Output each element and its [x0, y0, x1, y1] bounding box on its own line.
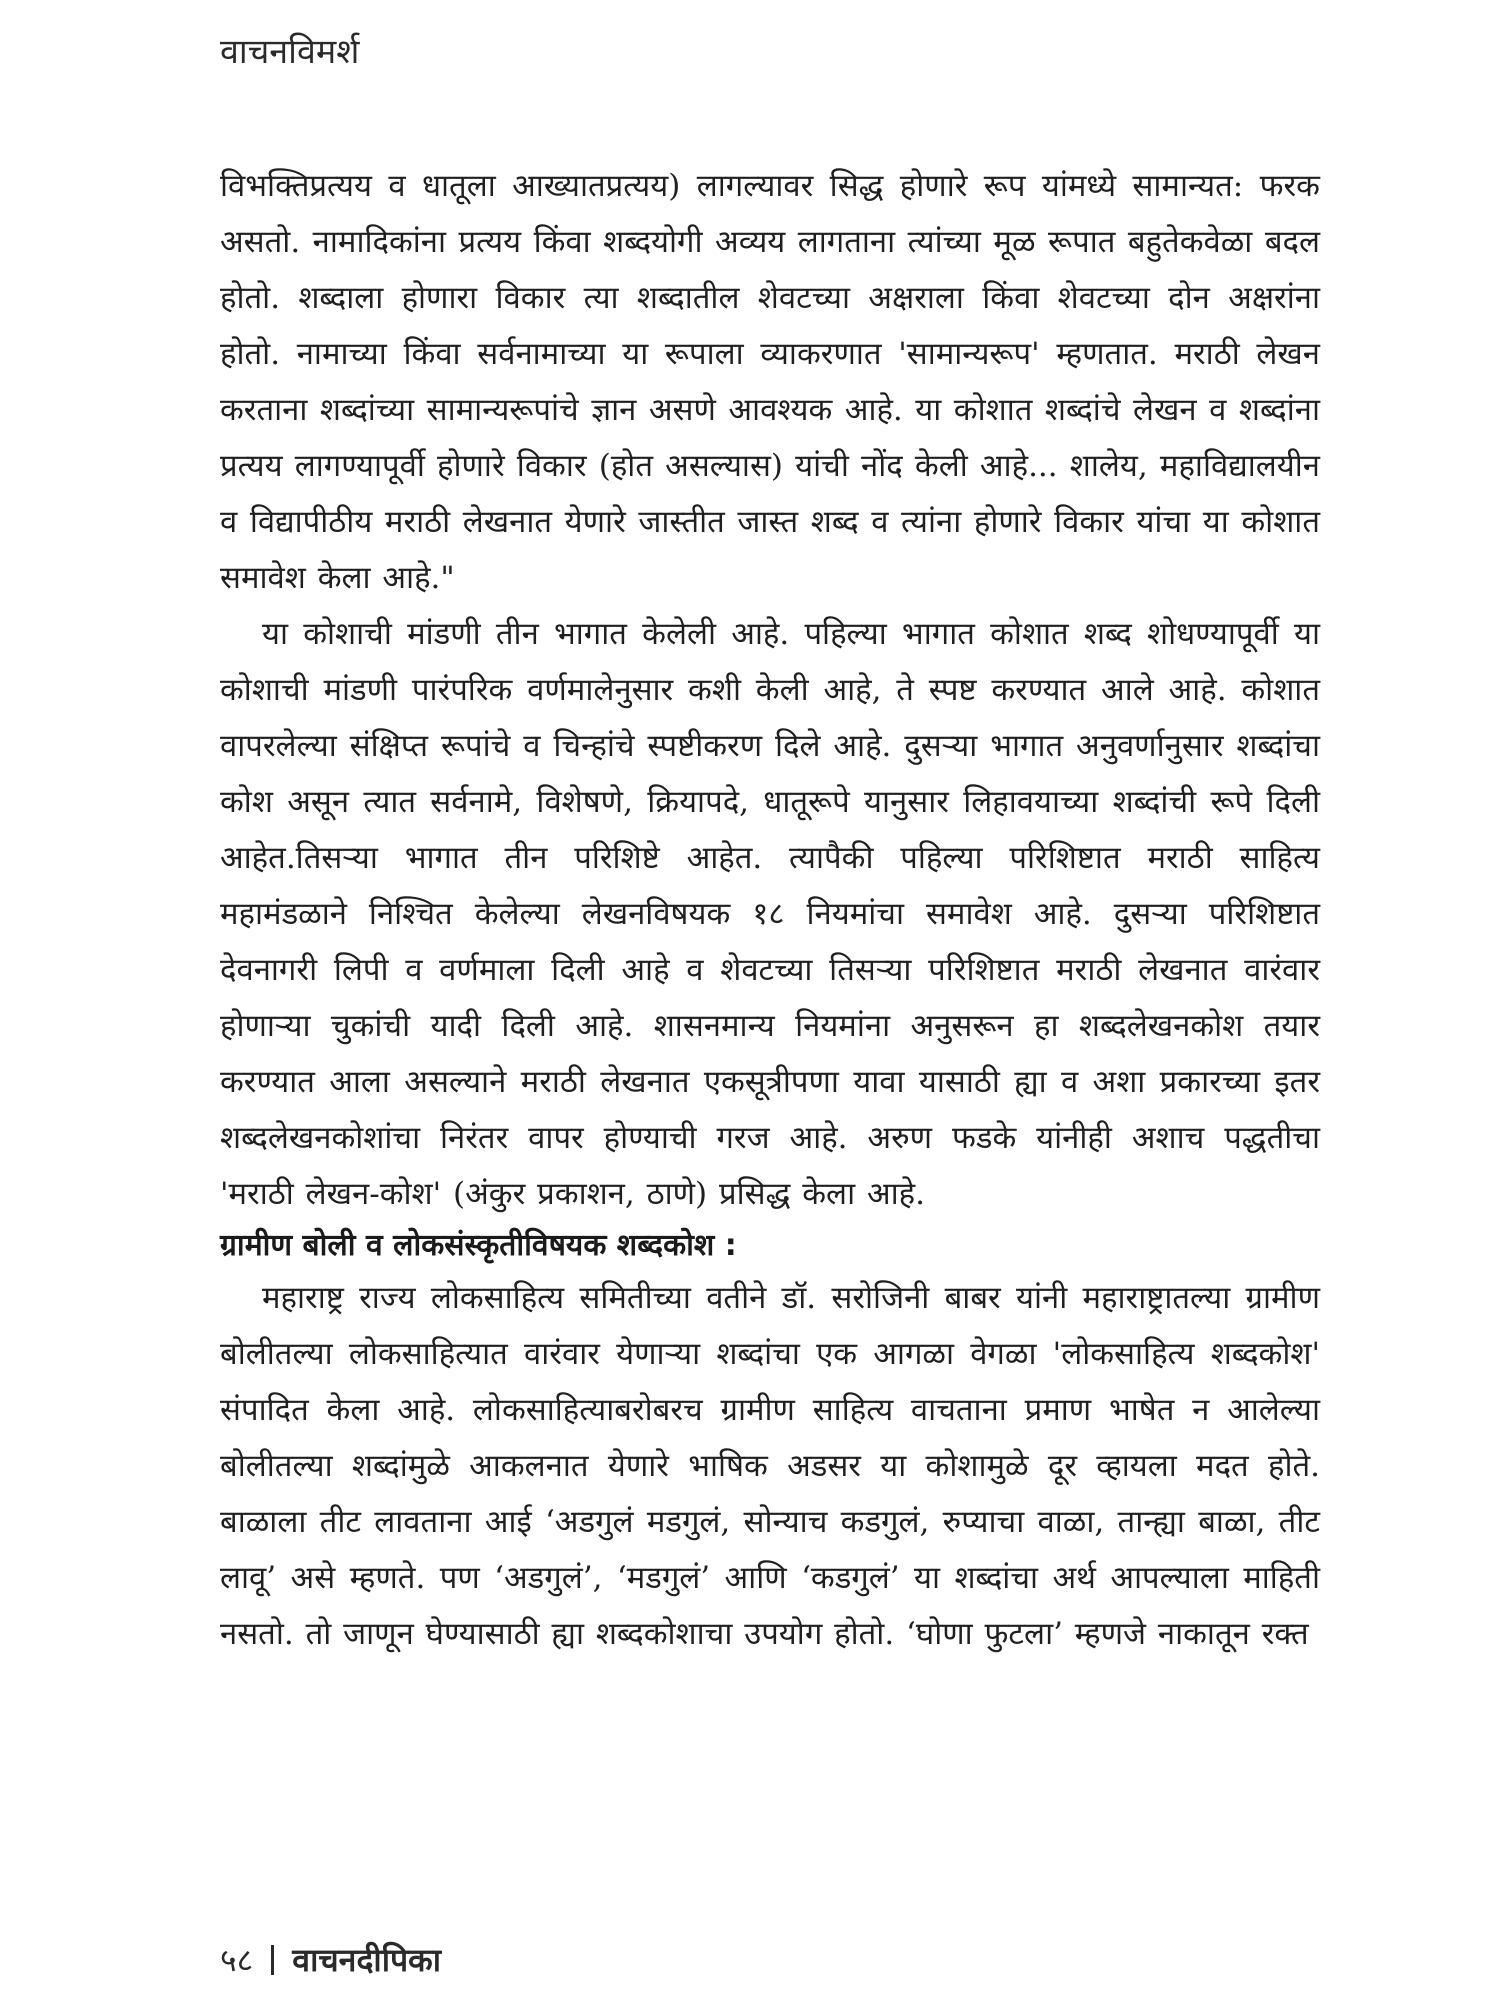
page-number: ५८: [220, 1941, 254, 1979]
section-heading: ग्रामीण बोली व लोकसंस्कृतीविषयक शब्दकोश :: [220, 1228, 737, 1263]
footer-divider: [271, 1945, 274, 1975]
body-paragraph-1: विभक्तिप्रत्यय व धातूला आख्यातप्रत्यय) लागल्यावर सिद्ध होणारे रूप यांमध्ये सामान्यत: फरक असतो. नामादिकांना प्रत्यय किंवा शब्दयोगी अव्यय लागताना त्यांच्या मूळ रूपात बहुतेकवेळा बदल होतो. शब्दाला होणारा विकार त्या शब्दातील शेवटच्या अक्षराला किंवा शेवटच्या दोन अक्षरांना होतो. नामाच्या किंवा सर्वनामाच्या या रूपाला व्याकरणात 'सामान्यरूप' म्हणतात. मराठी लेखन करताना शब्दांच्या सामान्यरूपांचे ज्ञान असणे आवश्यक आहे. या कोशात शब्दांचे लेखन व शब्दांना प्रत्यय लागण्यापूर्वी होणारे विकार (होत असल्यास) यांची नोंद केली आहे... शालेय, महाविद्यालयीन व विद्यापीठीय मराठी लेखनात येणारे जास्तीत जास्त शब्द व त्यांना होणारे विकार यांचा या कोशात समावेश केला आहे.": [220, 168, 1320, 596]
page-footer: [220, 1938, 441, 1982]
book-title: वाचनदीपिका: [292, 1941, 442, 1979]
body-paragraph-3: महाराष्ट्र राज्य लोकसाहित्य समितीच्या वतीने डॉ. सरोजिनी बाबर यांनी महाराष्ट्रातल्या ग्रामीण बोलीतल्या लोकसाहित्यात वारंवार येणाऱ्या शब्दांचा एक आगळा वेगळा 'लोकसाहित्य शब्दकोश' संपादित केला आहे. लोकसाहित्याबरोबरच ग्रामीण साहित्य वाचताना प्रमाण भाषेत न आलेल्या बोलीतल्या शब्दांमुळे आकलनात येणारे भाषिक अडसर या कोशामुळे दूर व्हायला मदत होते. बाळाला तीट लावताना आई ‘अडगुलं मडगुलं, सोन्याच कडगुलं, रुप्याचा वाळा, तान्ह्या बाळा, तीट लावू’ असे म्हणते. पण ‘अडगुलं’, ‘मडगुलं’ आणि ‘कडगुलं’ या शब्दांचा अर्थ आपल्याला माहिती नसतो. तो जाणून घेण्यासाठी ह्या शब्दकोशाचा उपयोग होतो. ‘घोणा फुटला’ म्हणजे नाकातून रक्त: [220, 1280, 1320, 1652]
page-body: [220, 158, 1320, 1662]
running-head-title: वाचनविमर्श: [220, 32, 360, 72]
body-paragraph-2: या कोशाची मांडणी तीन भागात केलेली आहे. पहिल्या भागात कोशात शब्द शोधण्यापूर्वी या कोशाची मांडणी पारंपरिक वर्णमालेनुसार कशी केली आहे, ते स्पष्ट करण्यात आले आहे. कोशात वापरलेल्या संक्षिप्त रूपांचे व चिन्हांचे स्पष्टीकरण दिले आहे. दुसऱ्या भागात अनुवर्णानुसार शब्दांचा कोश असून त्यात सर्वनामे, विशेषणे, क्रियापदे, धातूरूपे यानुसार लिहावयाच्या शब्दांची रूपे दिली आहेत.तिसऱ्या भागात तीन परिशिष्टे आहेत. त्यापैकी पहिल्या परिशिष्टात मराठी साहित्य महामंडळाने निश्चित केलेल्या लेखनविषयक १८ नियमांचा समावेश आहे. दुसऱ्या परिशिष्टात देवनागरी लिपी व वर्णमाला दिली आहे व शेवटच्या तिसऱ्या परिशिष्टात मराठी लेखनात वारंवार होणाऱ्या चुकांची यादी दिली आहे. शासनमान्य नियमांना अनुसरून हा शब्दलेखनकोश तयार करण्यात आला असल्याने मराठी लेखनात एकसूत्रीपणा यावा यासाठी ह्या व अशा प्रकारच्या इतर शब्दलेखनकोशांचा निरंतर वापर होण्याची गरज आहे. अरुण फडके यांनीही अशाच पद्धतीचा 'मराठी लेखन-कोश' (अंकुर प्रकाशन, ठाणे) प्रसिद्ध केला आहे.: [220, 616, 1320, 1212]
